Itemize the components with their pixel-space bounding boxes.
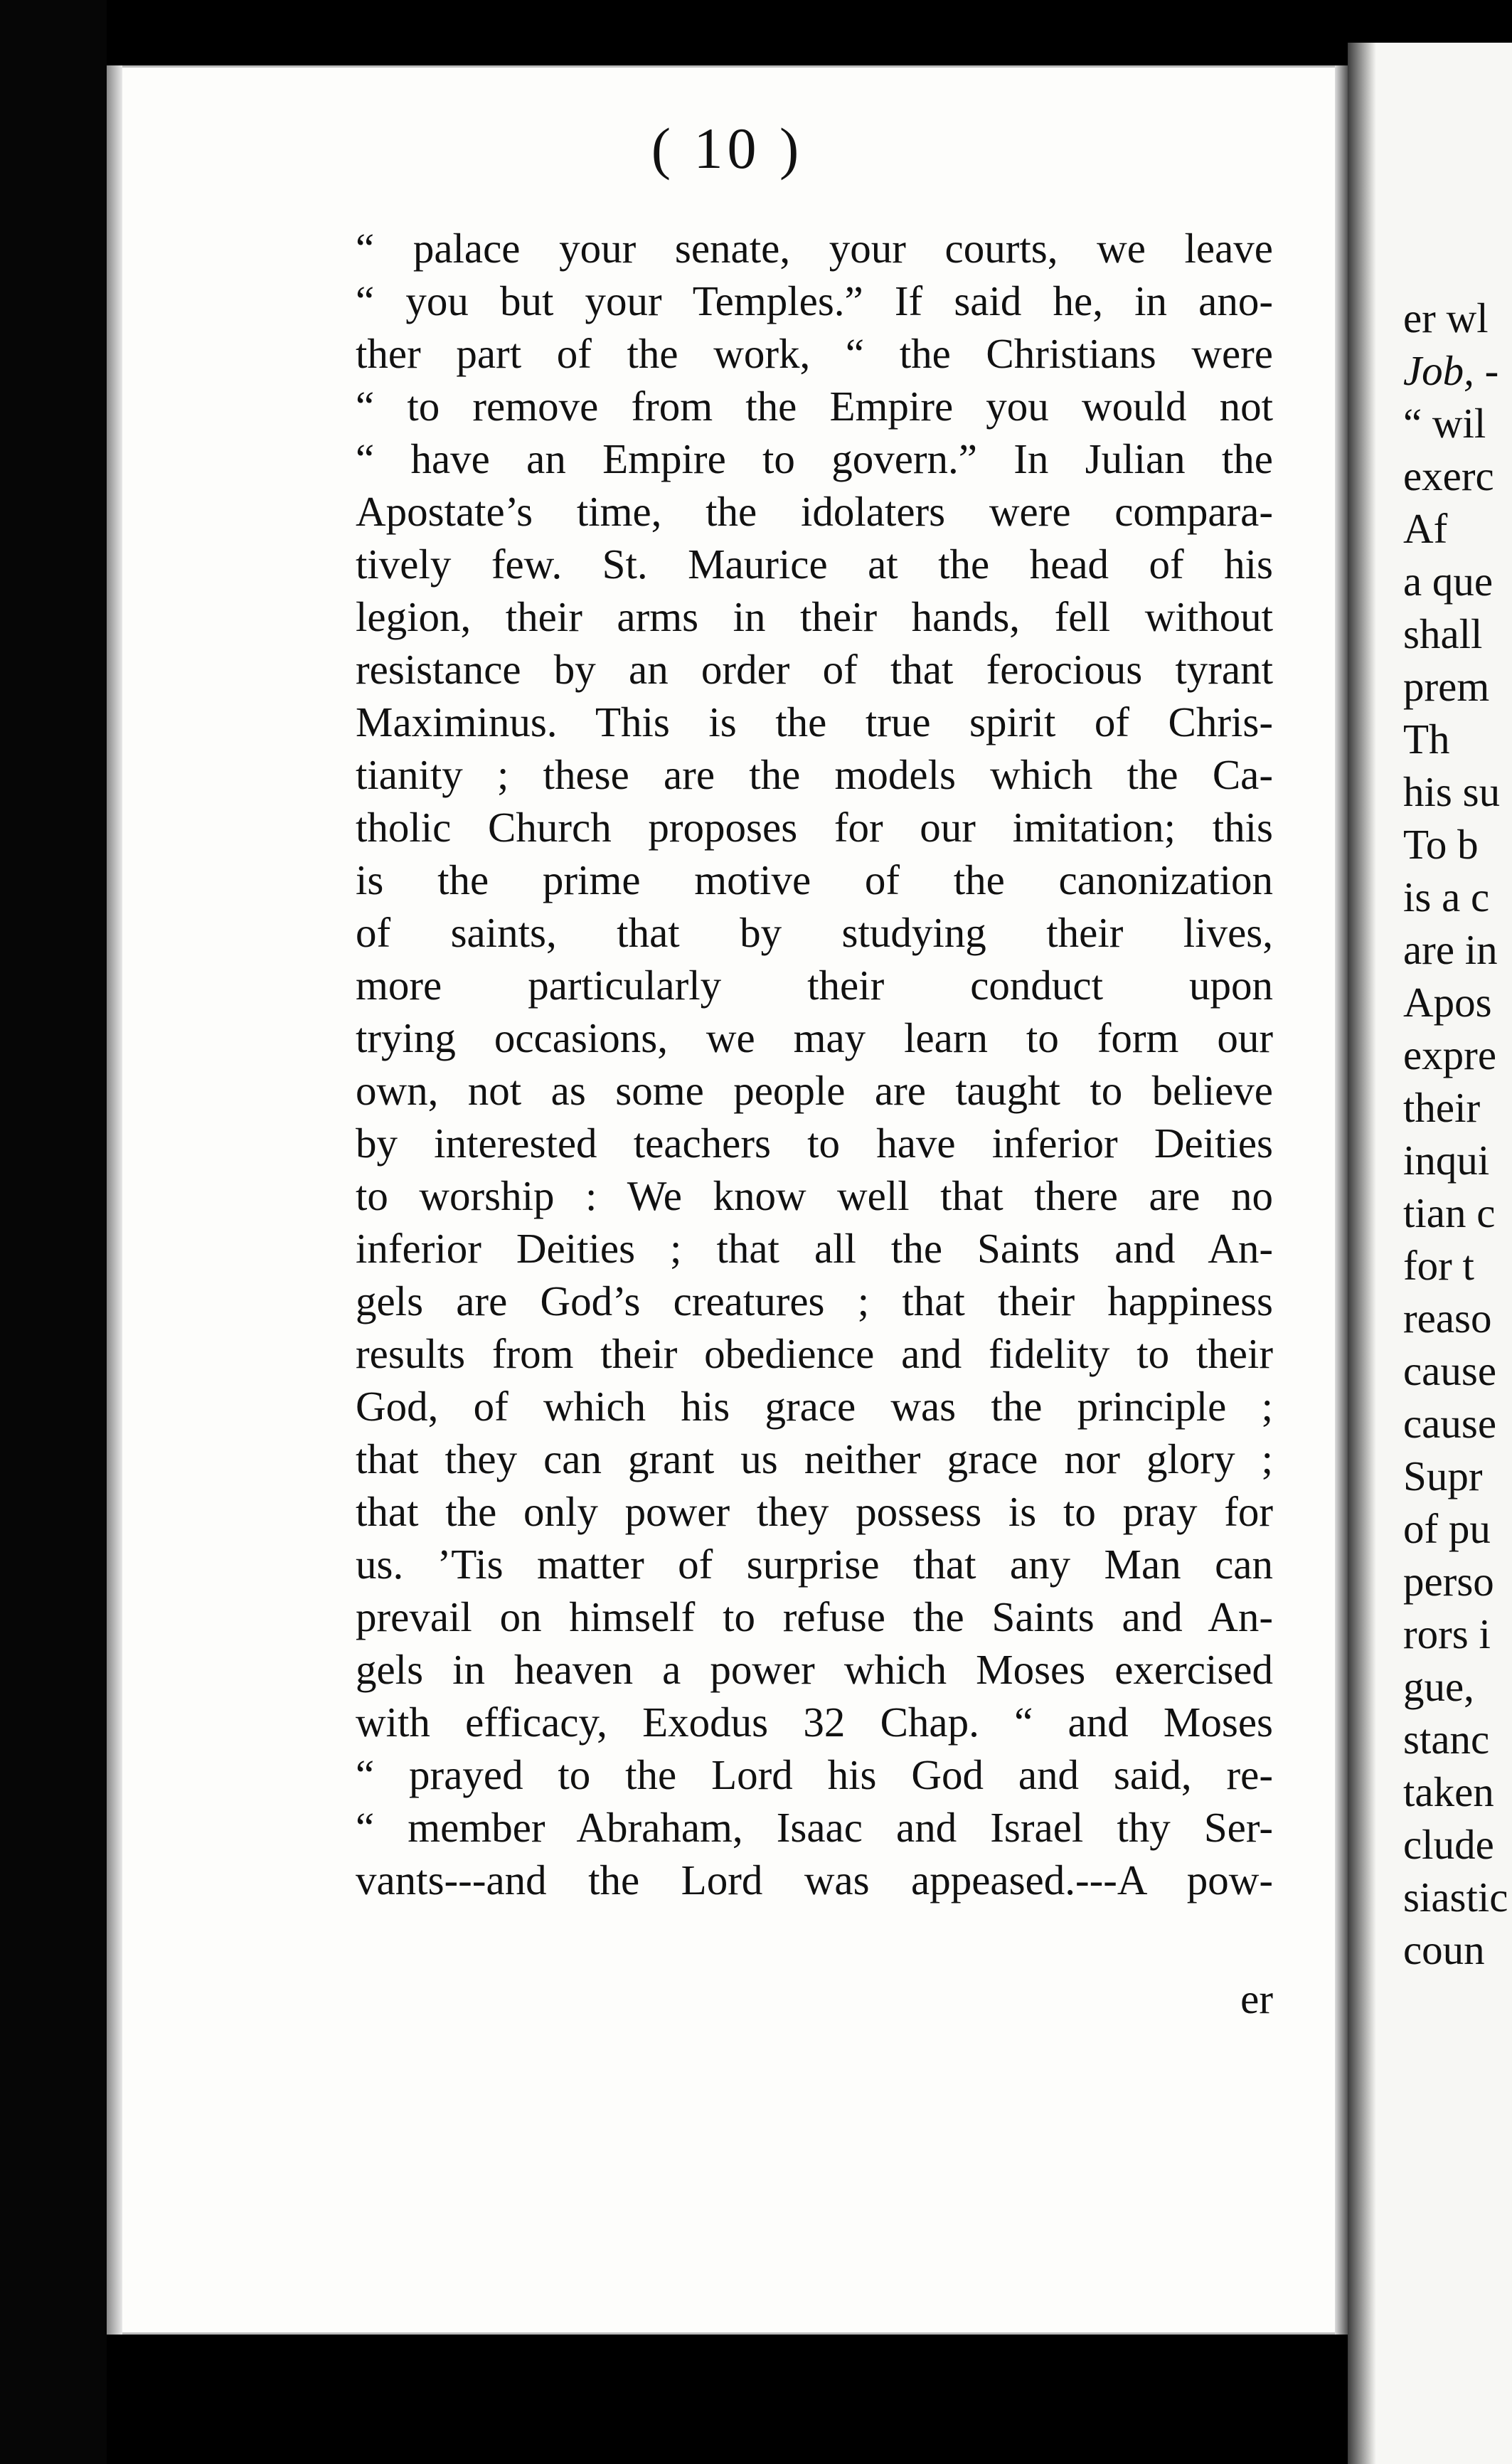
text-line: God, of which his grace was the principle ; [356, 1383, 1273, 1430]
facing-text-line: tian c [1403, 1189, 1496, 1236]
text-line: “ member Abraham, Isaac and Israel thy Ser- [356, 1804, 1273, 1851]
facing-text-line: perso [1403, 1558, 1494, 1605]
text-line: more particularly their conduct upon [356, 962, 1273, 1009]
facing-text-line: of pu [1403, 1505, 1491, 1552]
facing-text-line: cause [1403, 1400, 1497, 1447]
text-line: by interested teachers to have inferior Deities [356, 1120, 1273, 1167]
text-line: “ palace your senate, your courts, we leave [356, 225, 1273, 272]
scan-border-left [0, 0, 107, 2464]
facing-text-line: Apos [1403, 979, 1492, 1026]
catchword: er [1240, 1975, 1273, 2022]
book-page [107, 65, 1348, 2335]
facing-text-line: taken [1403, 1768, 1494, 1815]
facing-text-line: Th [1403, 716, 1450, 763]
text-line: “ you but your Temples.” If said he, in ano- [356, 277, 1273, 324]
text-line: prevail on himself to refuse the Saints and An- [356, 1593, 1273, 1640]
text-line: us. ’Tis matter of surprise that any Man can [356, 1541, 1273, 1588]
facing-text-line: clude [1403, 1821, 1494, 1868]
facing-text-line: prem [1403, 663, 1490, 710]
text-line: inferior Deities ; that all the Saints and An- [356, 1225, 1273, 1272]
facing-text-line: Supr [1403, 1453, 1483, 1499]
text-line: is the prime motive of the canonization [356, 856, 1273, 903]
page-gutter-left [107, 65, 122, 2335]
text-line: gels are God’s creatures ; that their happiness [356, 1278, 1273, 1324]
facing-text-line: gue, [1403, 1663, 1474, 1710]
text-line: with efficacy, Exodus 32 Chap. “ and Moses [356, 1699, 1273, 1746]
text-line: results from their obedience and fidelity to their [356, 1330, 1273, 1377]
text-line: resistance by an order of that ferocious tyrant [356, 646, 1273, 693]
facing-text-line: is a c [1403, 873, 1490, 920]
text-line: Maximinus. This is the true spirit of Chris- [356, 699, 1273, 745]
text-line: “ have an Empire to govern.” In Julian the [356, 435, 1273, 482]
facing-text-line: Af [1403, 505, 1448, 552]
text-line: “ to remove from the Empire you would not [356, 383, 1273, 430]
facing-text-line: cause [1403, 1347, 1497, 1394]
facing-text-line: inqui [1403, 1137, 1490, 1184]
text-line: legion, their arms in their hands, fell without [356, 593, 1273, 640]
text-line: gels in heaven a power which Moses exercised [356, 1646, 1273, 1693]
text-line: to worship : We know well that there are no [356, 1172, 1273, 1219]
facing-text-line: expre [1403, 1031, 1497, 1078]
page-number: ( 10 ) [651, 116, 804, 181]
text-line: tholic Church proposes for our imitation; this [356, 804, 1273, 851]
text-line: “ prayed to the Lord his God and said, re- [356, 1751, 1273, 1798]
facing-text-line: reaso [1403, 1295, 1492, 1342]
text-line: ther part of the work, “ the Christians were [356, 330, 1273, 377]
text-line: of saints, that by studying their lives, [356, 909, 1273, 956]
facing-page-shadow [1348, 43, 1376, 2464]
text-line: that they can grant us neither grace nor glory ; [356, 1435, 1273, 1482]
text-line: trying occasions, we may learn to form our [356, 1014, 1273, 1061]
facing-text-line: To b [1403, 821, 1479, 868]
text-line: tively few. St. Maurice at the head of his [356, 541, 1273, 588]
facing-text-line: rors i [1403, 1610, 1491, 1657]
facing-text-line: stanc [1403, 1716, 1490, 1763]
facing-text-line: siastic [1403, 1874, 1508, 1921]
facing-text-line: Job, - [1403, 347, 1499, 394]
facing-text-line: his su [1403, 768, 1501, 815]
facing-text-line: er wl [1403, 294, 1489, 341]
facing-text-line: for t [1403, 1242, 1474, 1289]
facing-text-line: a que [1403, 558, 1494, 605]
facing-text-line: exerc [1403, 452, 1494, 499]
text-line: own, not as some people are taught to believe [356, 1067, 1273, 1114]
facing-page-fragment [1348, 43, 1512, 2464]
facing-text-line: “ wil [1403, 400, 1486, 447]
body-text [356, 222, 1273, 1906]
text-line: that the only power they possess is to pray for [356, 1488, 1273, 1535]
facing-text-line: coun [1403, 1926, 1485, 1973]
facing-text-line: shall [1403, 610, 1483, 657]
text-line: tianity ; these are the models which the Ca- [356, 751, 1273, 798]
page-gutter-right [1335, 65, 1348, 2335]
facing-text-line: are in [1403, 926, 1498, 973]
text-line: Apostate’s time, the idolaters were compara- [356, 488, 1273, 535]
facing-page-text [1403, 292, 1508, 1976]
facing-text-line: their [1403, 1084, 1481, 1131]
text-line: vants---and the Lord was appeased.---A pow- [356, 1857, 1273, 1903]
